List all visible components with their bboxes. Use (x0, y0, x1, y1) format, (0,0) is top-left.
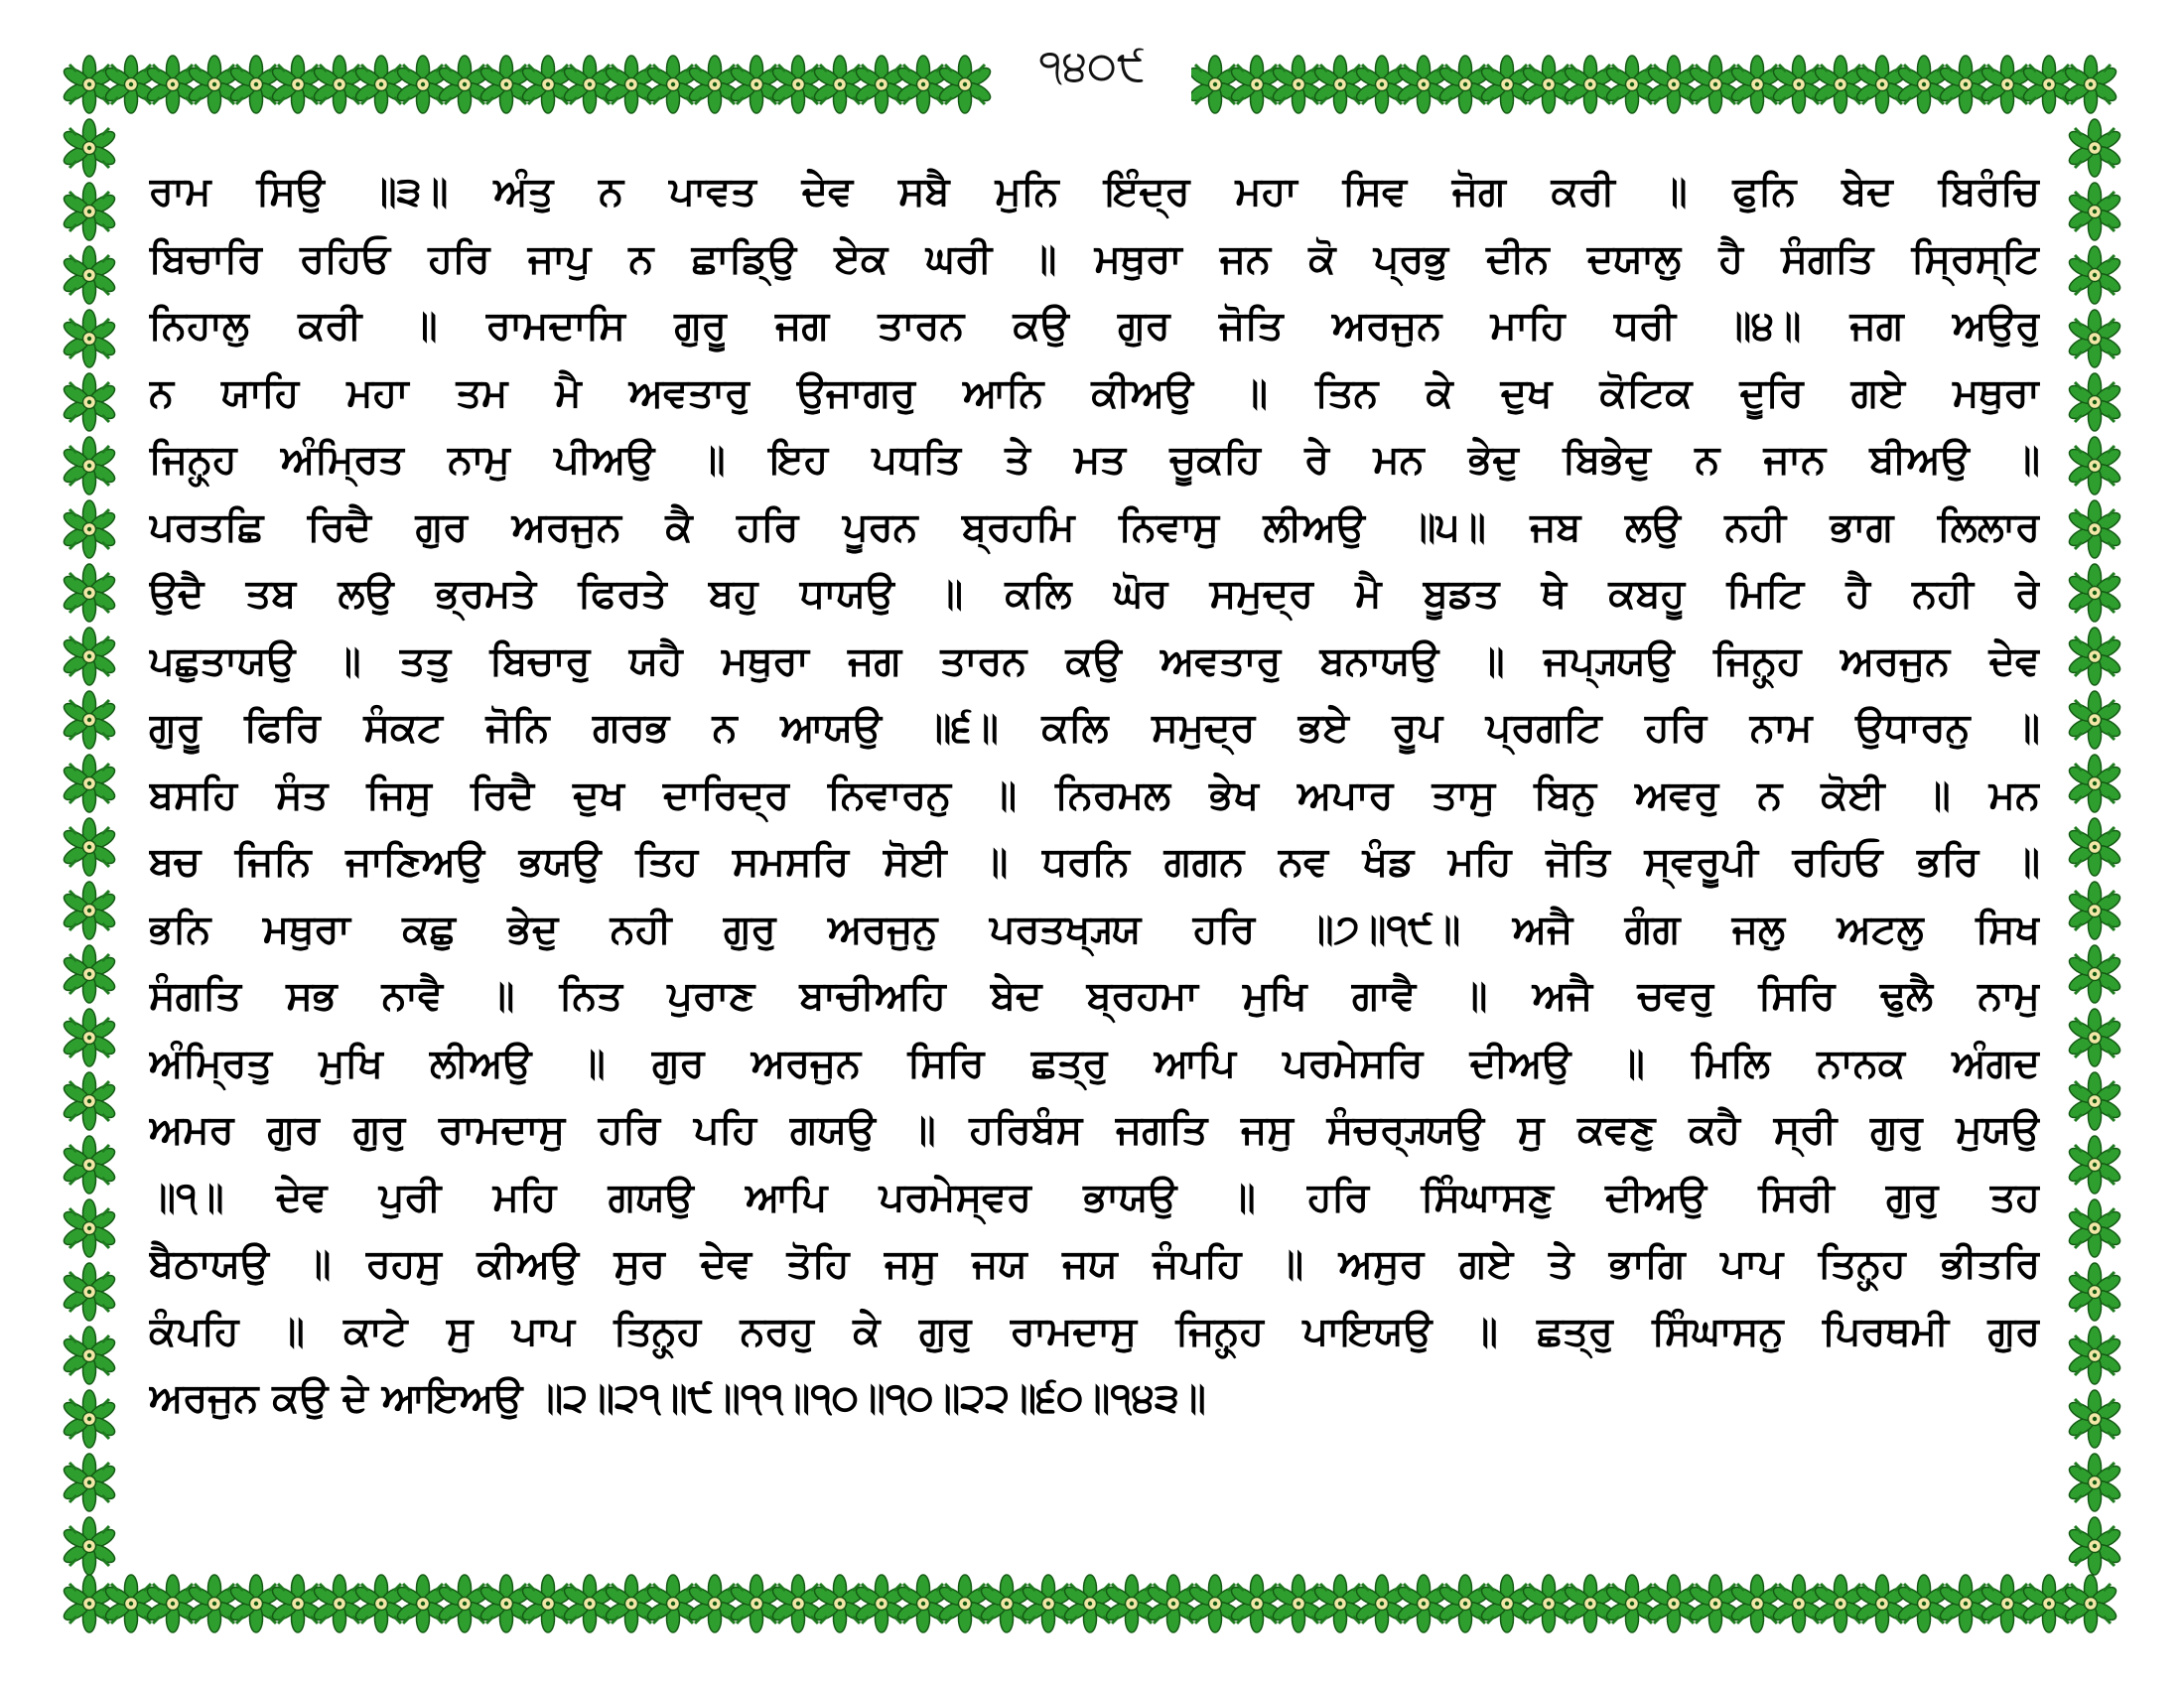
flower-icon (62, 246, 118, 304)
flower-icon (2067, 945, 2123, 1003)
flower-icon (478, 56, 535, 113)
text-line: ॥੧॥ ਦੇਵ ਪੁਰੀ ਮਹਿ ਗਯਉ ਆਪਿ ਪਰਮੇਸ੍ਵਰ ਭਾਯਉ ॥ ਹਰਿ ਸਿੰਘਾਸਣੁ ਦੀਅਉ ਸਿਰੀ ਗੁਰੁ ਤਹ (149, 1174, 2040, 1220)
flower-icon (1729, 1575, 1786, 1632)
flower-icon (1771, 1575, 1828, 1632)
flower-icon (395, 56, 452, 113)
flower-icon (2067, 1072, 2123, 1130)
flower-icon (687, 1575, 744, 1632)
page-number: ੧੪੦੯ (993, 32, 1191, 101)
flower-icon (62, 1009, 118, 1066)
flower-icon (1604, 56, 1661, 113)
flower-icon (62, 882, 118, 939)
flower-icon (1813, 56, 1869, 113)
flower-icon (562, 56, 618, 113)
flower-icon (62, 56, 118, 113)
flower-icon (1229, 1575, 1286, 1632)
flower-icon (353, 1575, 410, 1632)
text-line: ਕੰਪਹਿ ॥ ਕਾਟੇ ਸੁ ਪਾਪ ਤਿਨ੍ਹ੍ਹ ਨਰਹੁ ਕੇ ਗੁਰੁ ਰਾਮਦਾਸੁ ਜਿਨ੍ਹ੍ਹ ਪਾਇਯਉ ॥ ਛਤ੍ਰੁ ਸਿੰਘਾਸਨੁ ਪਿਰਥਮੀ ਗੁਰ (149, 1308, 2040, 1354)
flower-icon (62, 119, 118, 177)
flower-icon (62, 1575, 118, 1632)
flower-icon (1813, 1575, 1869, 1632)
flower-icon (520, 1575, 577, 1632)
flower-icon (437, 56, 493, 113)
flower-icon (604, 1575, 660, 1632)
flower-icon (1563, 56, 1619, 113)
flower-icon (2063, 56, 2119, 113)
flower-icon (2067, 373, 2123, 431)
flower-icon (1729, 56, 1786, 113)
flower-icon (228, 1575, 285, 1632)
text-line: ਸੰਗਤਿ ਸਭ ਨਾਵੈ ॥ ਨਿਤ ਪੁਰਾਣ ਬਾਚੀਅਹਿ ਬੇਦ ਬ੍ਰਹਮਾ ਮੁਖਿ ਗਾਵੈ ॥ ਅਜੈ ਚਵਰੁ ਸਿਰਿ ਢੁਲੈ ਨਾਮੁ (149, 973, 2040, 1019)
flower-icon (729, 1575, 785, 1632)
flower-icon (1437, 1575, 1494, 1632)
flower-icon (2067, 564, 2123, 622)
flower-icon (687, 56, 744, 113)
flower-icon (2067, 1390, 2123, 1448)
flower-icon (2067, 755, 2123, 812)
flower-icon (1354, 1575, 1411, 1632)
flower-icon (353, 56, 410, 113)
flower-icon (62, 1517, 118, 1575)
flower-icon (1312, 56, 1369, 113)
flower-icon (854, 1575, 910, 1632)
flower-icon (2067, 500, 2123, 558)
flower-icon (1938, 1575, 1994, 1632)
text-line: ਰਾਮ ਸਿਉ ॥੩॥ ਅੰਤੁ ਨ ਪਾਵਤ ਦੇਵ ਸਬੈ ਮੁਨਿ ਇੰਦ੍ਰ ਮਹਾ ਸਿਵ ਜੋਗ ਕਰੀ ॥ ਫੁਨਿ ਬੇਦ ਬਿਰੰਚਿ (149, 169, 2040, 214)
flower-icon (145, 1575, 202, 1632)
flower-icon (2067, 882, 2123, 939)
flower-icon (2067, 183, 2123, 240)
flower-icon (187, 1575, 243, 1632)
flower-icon (1521, 1575, 1577, 1632)
flower-icon (62, 1327, 118, 1384)
flower-icon (62, 1390, 118, 1448)
flower-icon (62, 373, 118, 431)
flower-icon (812, 56, 869, 113)
flower-icon (895, 56, 952, 113)
flower-icon (1896, 1575, 1953, 1632)
flower-icon (2067, 818, 2123, 876)
flower-icon (62, 628, 118, 685)
flower-icon (62, 1072, 118, 1130)
flower-icon (1187, 1575, 1244, 1632)
flower-icon (1771, 56, 1828, 113)
flower-icon (1854, 1575, 1911, 1632)
text-line: ਬਿਚਾਰਿ ਰਹਿਓ ਹਰਿ ਜਾਪੁ ਨ ਛਾਡਿ੍ਉ ਏਕ ਘਰੀ ॥ ਮਥੁਰਾ ਜਨ ਕੋ ਪ੍ਰਭੁ ਦੀਨ ਦਯਾਲੁ ਹੈ ਸੰਗਤਿ ਸ੍ਰਿਸ੍ਟਿ (149, 235, 2040, 282)
flower-icon (62, 437, 118, 494)
text-line: ਉਦੈ ਤਬ ਲਉ ਭ੍ਰਮਤੇ ਫਿਰਤੇ ਬਹੁ ਧਾਯਉ ॥ ਕਲਿ ਘੋਰ ਸਮੁਦ੍ਰ ਮੈ ਬੂਡਤ ਥੇ ਕਬਹੂ ਮਿਟਿ ਹੈ ਨਹੀ ਰੇ (149, 571, 2040, 617)
flower-icon (187, 56, 243, 113)
flower-icon (562, 1575, 618, 1632)
flower-icon (770, 56, 827, 113)
flower-icon (1521, 56, 1577, 113)
flower-icon (2067, 628, 2123, 685)
flower-icon (103, 1575, 160, 1632)
flower-icon (1979, 1575, 2036, 1632)
text-line: ਗੁਰੂ ਫਿਰਿ ਸੰਕਟ ਜੋਨਿ ਗਰਭ ਨ ਆਯਉ ॥੬॥ ਕਲਿ ਸਮੁਦ੍ਰ ਭਏ ਰੂਪ ਪ੍ਰਗਟਿ ਹਰਿ ਨਾਮ ਉਧਾਰਨੁ ॥ (149, 705, 2040, 751)
text-line: ਭਨਿ ਮਥੁਰਾ ਕਛੁ ਭੇਦੁ ਨਹੀ ਗੁਰੁ ਅਰਜੁਨੁ ਪਰਤਖ੍ਯ੍ਯ ਹਰਿ ॥੭॥੧੯॥ ਅਜੈ ਗੰਗ ਜਲੁ ਅਟਲੁ ਸਿਖ (149, 906, 2040, 952)
flower-icon (520, 56, 577, 113)
flower-icon (1312, 1575, 1369, 1632)
flower-icon (729, 56, 785, 113)
flower-icon (895, 1575, 952, 1632)
flower-icon (1229, 56, 1286, 113)
flower-icon (2067, 246, 2123, 304)
flower-icon (62, 183, 118, 240)
flower-icon (2067, 1454, 2123, 1511)
text-line: ਜਿਨ੍ਹ੍ਹ ਅੰਮ੍ਰਿਤ ਨਾਮੁ ਪੀਅਉ ॥ ਇਹ ਪਧਤਿ ਤੇ ਮਤ ਚੂਕਹਿ ਰੇ ਮਨ ਭੇਦੁ ਬਿਭੇਦੁ ਨ ਜਾਨ ਬੀਅਉ ॥ (149, 437, 2040, 483)
flower-icon (937, 1575, 994, 1632)
flower-icon (270, 56, 327, 113)
flower-icon (1646, 1575, 1703, 1632)
flower-icon (937, 56, 994, 113)
flower-icon (1479, 1575, 1536, 1632)
flower-icon (2063, 1575, 2119, 1632)
flower-icon (2067, 691, 2123, 749)
flower-icon (395, 1575, 452, 1632)
flower-icon (1646, 56, 1703, 113)
flower-icon (1271, 1575, 1327, 1632)
flower-icon (1396, 56, 1452, 113)
text-line: ਪਰਤਛਿ ਰਿਦੈ ਗੁਰ ਅਰਜੁਨ ਕੈ ਹਰਿ ਪੂਰਨ ਬ੍ਰਹਮਿ ਨਿਵਾਸੁ ਲੀਅਉ ॥੫॥ ਜਬ ਲਉ ਨਹੀ ਭਾਗ ਲਿਲਾਰ (149, 503, 2040, 550)
flower-icon (604, 56, 660, 113)
flower-icon (2067, 1517, 2123, 1575)
flower-icon (1979, 56, 2036, 113)
flower-icon (854, 56, 910, 113)
flower-icon (979, 1575, 1035, 1632)
flower-icon (62, 818, 118, 876)
flower-icon (1479, 56, 1536, 113)
flower-icon (228, 56, 285, 113)
flower-icon (1354, 56, 1411, 113)
text-line: ਅਰਜੁਨ ਕਉ ਦੇ ਆਇਅਉ ॥੨॥੨੧॥੯॥੧੧॥੧੦॥੧੦॥੨੨॥੬੦॥੧੪੩॥ (149, 1375, 1206, 1421)
flower-icon (2067, 310, 2123, 367)
flower-icon (1688, 56, 1744, 113)
flower-icon (1854, 56, 1911, 113)
scripture-text (149, 159, 2040, 1529)
flower-icon (1563, 1575, 1619, 1632)
flower-icon (1271, 56, 1327, 113)
flower-icon (62, 691, 118, 749)
flower-icon (2067, 1136, 2123, 1194)
flower-icon (62, 1136, 118, 1194)
text-line: ਨਿਹਾਲੁ ਕਰੀ ॥ ਰਾਮਦਾਸਿ ਗੁਰੂ ਜਗ ਤਾਰਨ ਕਉ ਗੁਰ ਜੋਤਿ ਅਰਜੁਨ ਮਾਹਿ ਧਰੀ ॥੪॥ ਜਗ ਅਉਰੁ (149, 303, 2040, 349)
text-line: ਬਸਹਿ ਸੰਤ ਜਿਸੁ ਰਿਦੈ ਦੁਖ ਦਾਰਿਦ੍ਰ ਨਿਵਾਰਨੁ ॥ ਨਿਰਮਲ ਭੇਖ ਅਪਾਰ ਤਾਸੁ ਬਿਨੁ ਅਵਰੁ ਨ ਕੋਈ ॥ ਮਨ (149, 772, 2040, 818)
flower-icon (62, 1263, 118, 1321)
text-line: ਬਚ ਜਿਨਿ ਜਾਣਿਅਉ ਭਯਉ ਤਿਹ ਸਮਸਰਿ ਸੋਈ ॥ ਧਰਨਿ ਗਗਨ ਨਵ ਖੰਡ ਮਹਿ ਜੋਤਿ ਸ੍ਵਰੂਪੀ ਰਹਿਓ ਭਰਿ ॥ (149, 839, 2040, 885)
text-line: ਅਮਰ ਗੁਰ ਗੁਰੁ ਰਾਮਦਾਸੁ ਹਰਿ ਪਹਿ ਗਯਉ ॥ ਹਰਿਬੰਸ ਜਗਤਿ ਜਸੁ ਸੰਚਰ੍ਯ੍ਯਉ ਸੁ ਕਵਣੁ ਕਹੈ ਸ੍ਰੀ ਗੁਰੁ ਮੁਯਉ (149, 1107, 2040, 1153)
flower-icon (2067, 1327, 2123, 1384)
flower-icon (1604, 1575, 1661, 1632)
flower-icon (270, 1575, 327, 1632)
flower-icon (62, 755, 118, 812)
flower-icon (1396, 1575, 1452, 1632)
flower-icon (645, 1575, 702, 1632)
flower-icon (645, 56, 702, 113)
flower-icon (62, 500, 118, 558)
flower-icon (1104, 1575, 1160, 1632)
flower-icon (62, 945, 118, 1003)
flower-icon (62, 564, 118, 622)
flower-icon (2067, 119, 2123, 177)
flower-icon (2067, 1009, 2123, 1066)
flower-icon (312, 1575, 368, 1632)
flower-icon (1688, 1575, 1744, 1632)
flower-icon (2067, 1263, 2123, 1321)
flower-icon (312, 56, 368, 113)
flower-icon (62, 1454, 118, 1511)
flower-icon (812, 1575, 869, 1632)
flower-icon (1896, 56, 1953, 113)
flower-icon (1437, 56, 1494, 113)
flower-icon (1938, 56, 1994, 113)
flower-icon (2067, 1199, 2123, 1257)
text-line: ਪਛੁਤਾਯਉ ॥ ਤਤੁ ਬਿਚਾਰੁ ਯਹੈ ਮਥੁਰਾ ਜਗ ਤਾਰਨ ਕਉ ਅਵਤਾਰੁ ਬਨਾਯਉ ॥ ਜਪ੍ਯ੍ਯਉ ਜਿਨ੍ਹ੍ਹ ਅਰਜੁਨ ਦੇਵ (149, 637, 2040, 684)
flower-icon (2067, 437, 2123, 494)
flower-icon (2021, 1575, 2078, 1632)
flower-icon (1021, 1575, 1077, 1632)
flower-icon (437, 1575, 493, 1632)
flower-icon (1062, 1575, 1119, 1632)
flower-icon (478, 1575, 535, 1632)
flower-icon (770, 1575, 827, 1632)
flower-icon (1187, 56, 1244, 113)
flower-icon (62, 310, 118, 367)
text-line: ਬੈਠਾਯਉ ॥ ਰਹਸੁ ਕੀਅਉ ਸੁਰ ਦੇਵ ਤੋਹਿ ਜਸੁ ਜਯ ਜਯ ਜੰਪਹਿ ॥ ਅਸੁਰ ਗਏ ਤੇ ਭਾਗਿ ਪਾਪ ਤਿਨ੍ਹ੍ਹ ਭੀਤਰਿ (149, 1241, 2040, 1287)
flower-icon (145, 56, 202, 113)
flower-icon (1146, 1575, 1202, 1632)
flower-icon (2021, 56, 2078, 113)
text-line: ਅੰਮ੍ਰਿਤੁ ਮੁਖਿ ਲੀਅਉ ॥ ਗੁਰ ਅਰਜੁਨ ਸਿਰਿ ਛਤ੍ਰੁ ਆਪਿ ਪਰਮੇਸਰਿ ਦੀਅਉ ॥ ਮਿਲਿ ਨਾਨਕ ਅੰਗਦ (149, 1040, 2040, 1086)
flower-icon (62, 1199, 118, 1257)
text-line: ਨ ਯਾਹਿ ਮਹਾ ਤਮ ਮੈ ਅਵਤਾਰੁ ਉਜਾਗਰੁ ਆਨਿ ਕੀਅਉ ॥ ਤਿਨ ਕੇ ਦੁਖ ਕੋਟਿਕ ਦੂਰਿ ਗਏ ਮਥੁਰਾ (149, 369, 2040, 416)
flower-icon (103, 56, 160, 113)
